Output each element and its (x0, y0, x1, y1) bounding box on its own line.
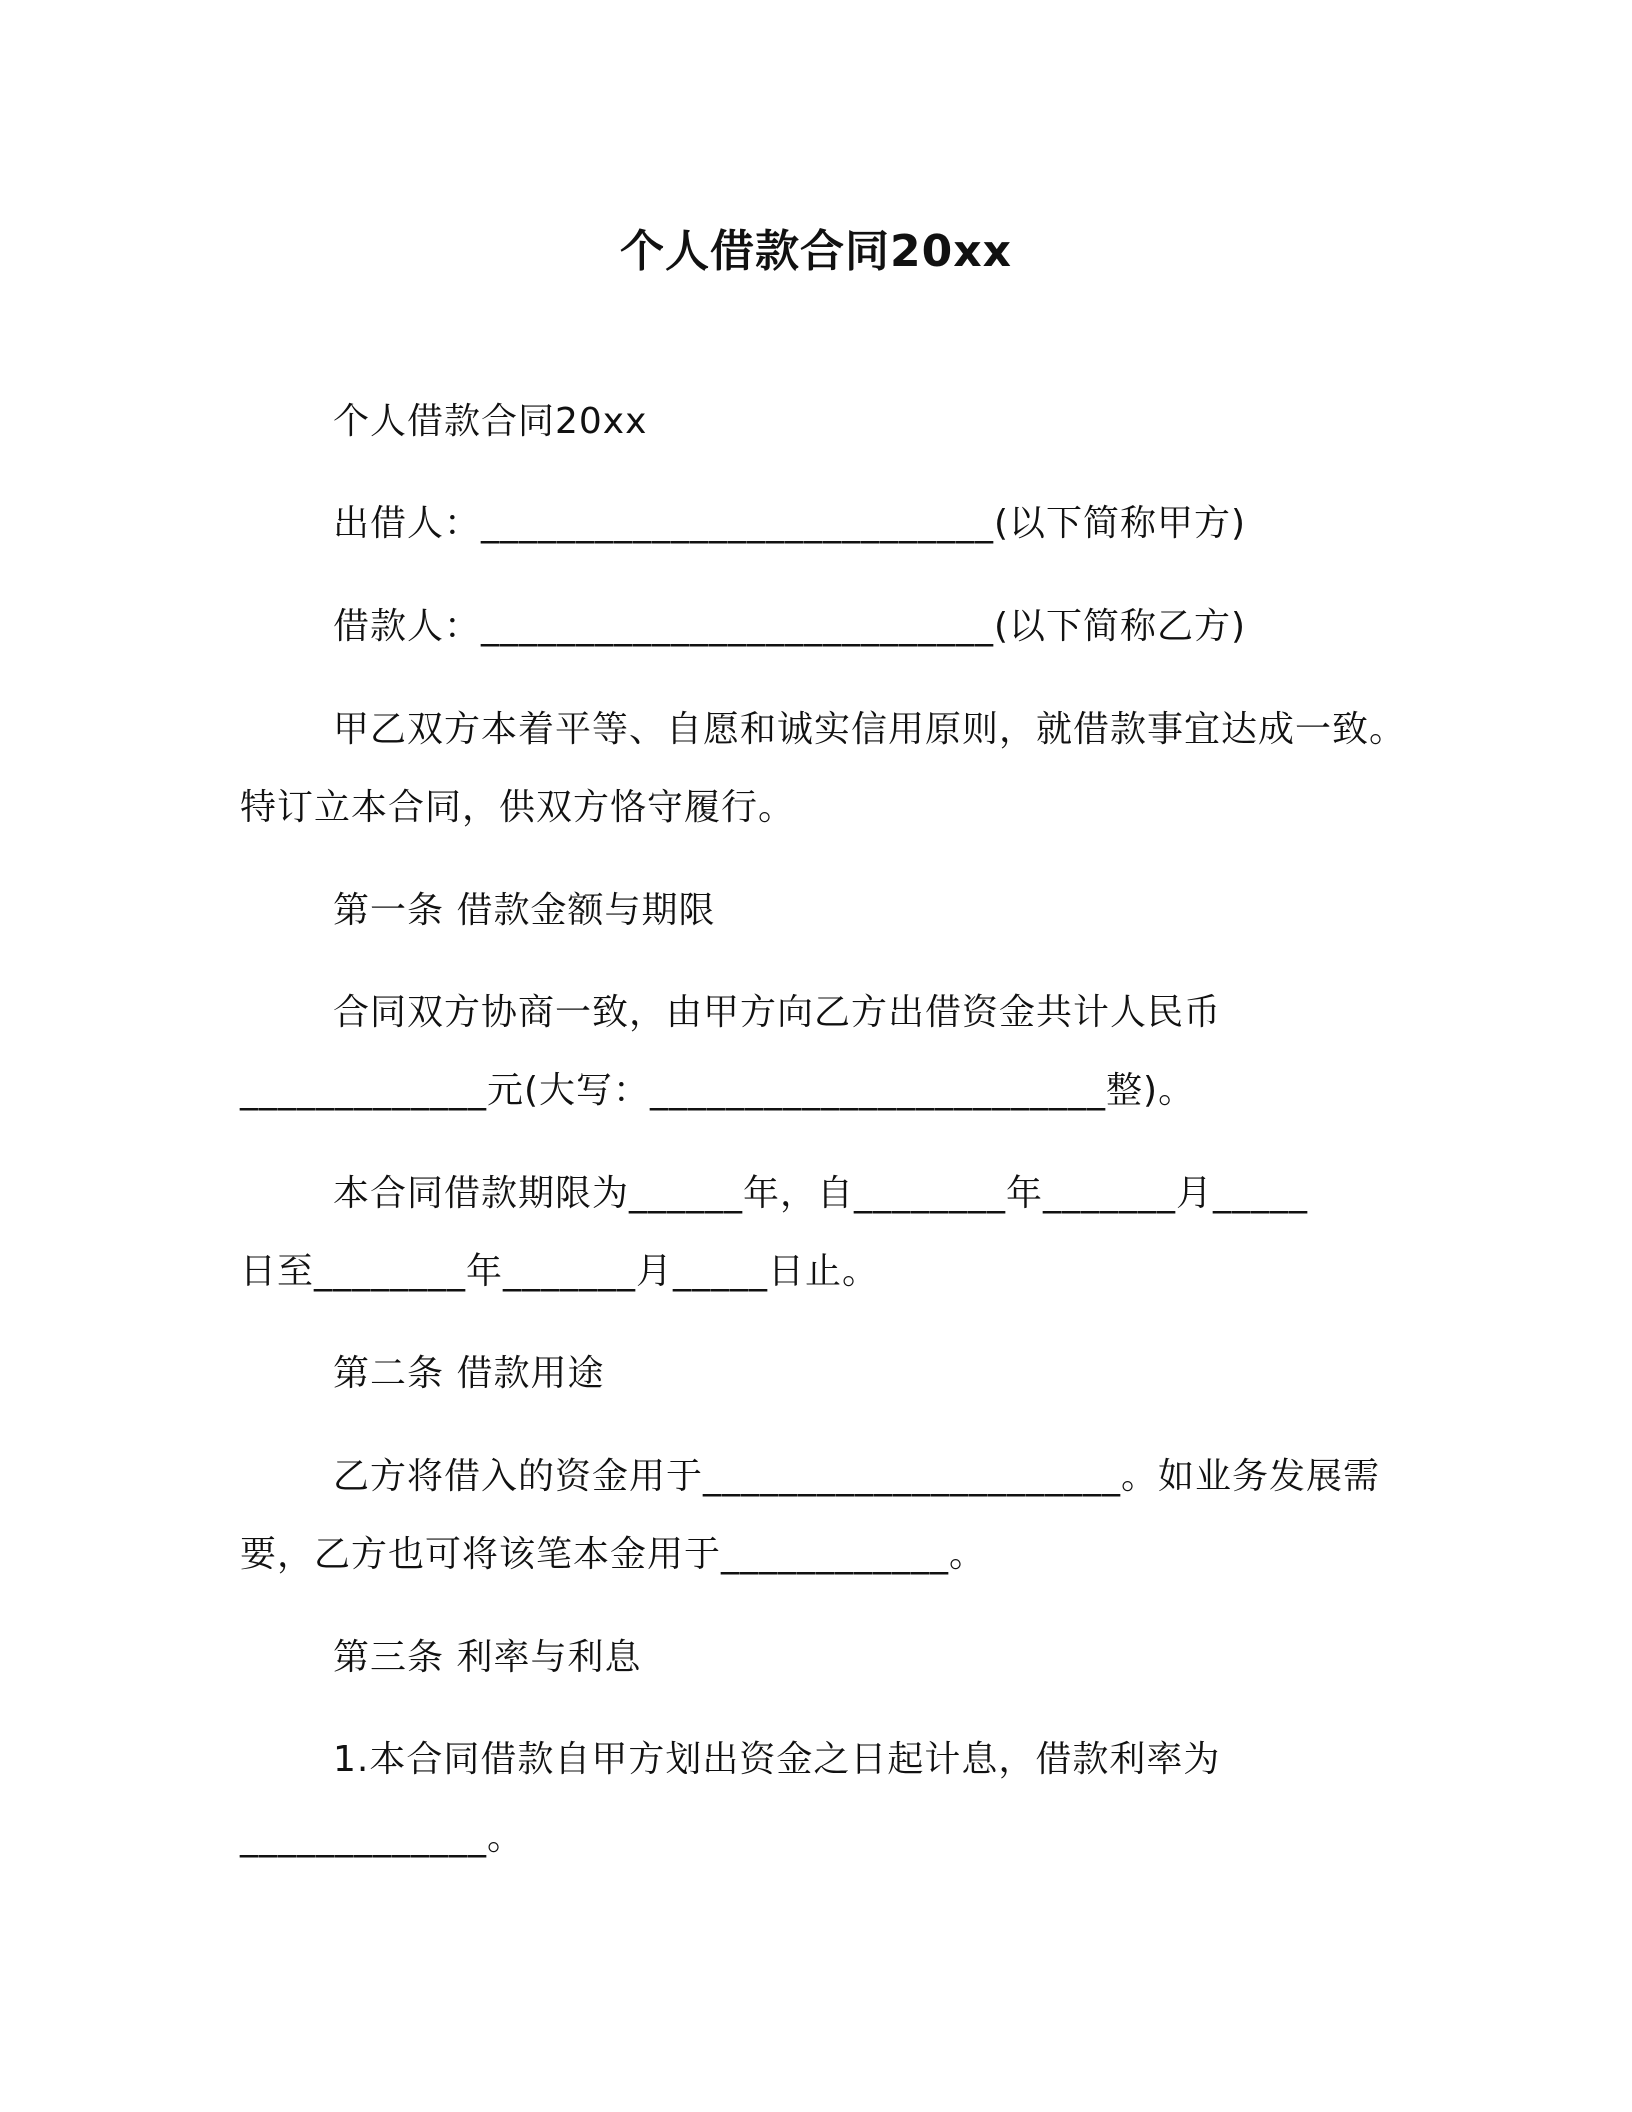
article-1-term-line-2: 日至________年_______月_____日止。 (240, 1251, 880, 1292)
preamble-line-2: 特订立本合同，供双方恪守履行。 (240, 787, 796, 828)
article-2-purpose-line-2: 要，乙方也可将该笔本金用于____________。 (240, 1534, 987, 1575)
article-1-amount-line-1: 合同双方协商一致，由甲方向乙方出借资金共计人民币 (333, 992, 1222, 1033)
article-1-term-line-1: 本合同借款期限为______年，自________年_______月_____ (333, 1173, 1309, 1214)
preamble-line-1: 甲乙双方本着平等、自愿和诚实信用原则，就借款事宜达成一致。 (333, 709, 1407, 750)
article-2-purpose-line-1: 乙方将借入的资金用于______________________。如业务发展需 (333, 1456, 1381, 1497)
article-1-heading: 第一条 借款金额与期限 (333, 890, 716, 931)
subtitle-line: 个人借款合同20xx (333, 401, 648, 442)
article-3-interest-line-1: 1.本合同借款自甲方划出资金之日起计息，借款利率为 (333, 1739, 1221, 1780)
article-3-heading: 第三条 利率与利息 (333, 1637, 642, 1678)
borrower-line: 借款人：___________________________(以下简称乙方) (333, 606, 1247, 647)
article-1-amount-line-2: _____________元(大写：________________________整)。 (240, 1070, 1196, 1111)
article-3-interest-line-2: _____________。 (240, 1817, 524, 1858)
lender-line: 出借人：___________________________(以下简称甲方) (333, 503, 1247, 544)
article-2-heading: 第二条 借款用途 (333, 1353, 605, 1394)
document-title: 个人借款合同20xx (620, 226, 1012, 277)
